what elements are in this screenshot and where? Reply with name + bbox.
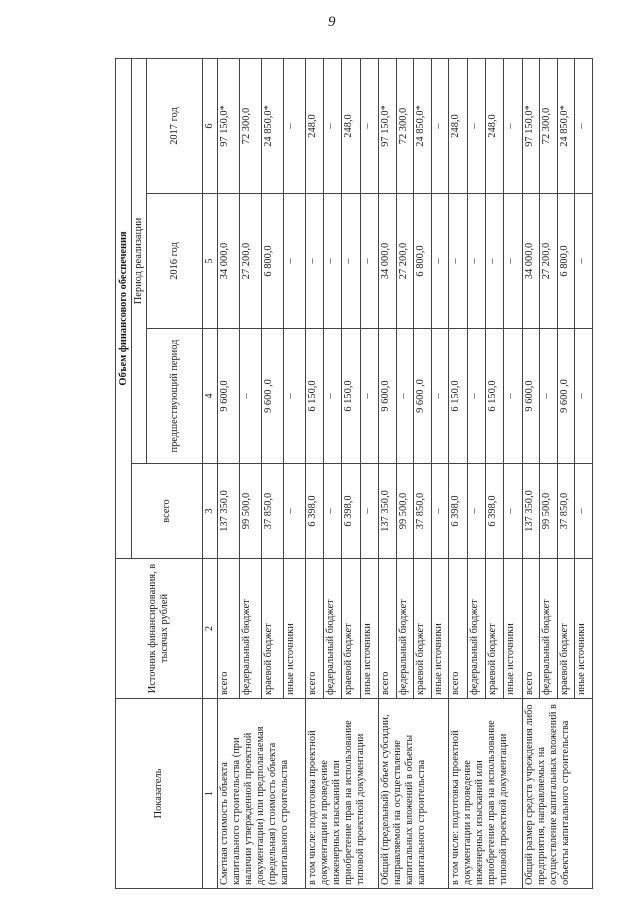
total-cell: – bbox=[360, 464, 378, 559]
year-2016-cell: 34 000,0 bbox=[522, 194, 540, 329]
total-cell: 137 350,0 bbox=[379, 464, 397, 559]
year-2016-cell: 27 200,0 bbox=[396, 194, 414, 329]
year-2017-cell: 72 300,0 bbox=[239, 58, 261, 193]
total-cell: 137 350,0 bbox=[522, 464, 540, 559]
previous-period-cell: 9 600 ,0 bbox=[414, 329, 432, 464]
col-number-1: 1 bbox=[203, 699, 218, 889]
previous-period-cell: 9 600 ,0 bbox=[557, 329, 575, 464]
page-number: 9 bbox=[328, 14, 336, 30]
indicator-label: в том числе: подготовка проектной документации и проведение инженерных изысканий или приобретение прав на использование типовой проектной документации bbox=[305, 699, 379, 889]
source-cell: иные источники bbox=[283, 559, 305, 699]
year-2016-cell: – bbox=[504, 194, 522, 329]
funding-table bbox=[115, 58, 593, 889]
total-cell: 99 500,0 bbox=[396, 464, 414, 559]
indicator-label: Общий (предельный) объем субсидии, направляемой на осуществление капитальных вложений в объекты капитального строительства bbox=[379, 699, 449, 889]
table-row bbox=[379, 58, 397, 888]
header-period: Период реализации bbox=[132, 58, 147, 463]
indicator-label: Сметная стоимость объекта капитального строительства (при наличии утвержденной проектной документации) или предполагаемая (предельная) стоимость объекта капитального строительства bbox=[218, 699, 306, 889]
source-cell: иные источники bbox=[575, 559, 593, 699]
previous-period-cell: 6 150,0 bbox=[342, 329, 360, 464]
previous-period-cell: 6 150,0 bbox=[485, 329, 503, 464]
previous-period-cell: – bbox=[540, 329, 558, 464]
previous-period-cell: 6 150,0 bbox=[449, 329, 467, 464]
total-cell: – bbox=[504, 464, 522, 559]
total-cell: – bbox=[575, 464, 593, 559]
year-2017-cell: 72 300,0 bbox=[396, 58, 414, 193]
previous-period-cell: 6 150,0 bbox=[305, 329, 323, 464]
year-2017-cell: 24 850,0* bbox=[557, 58, 575, 193]
year-2016-cell: – bbox=[485, 194, 503, 329]
year-2016-cell: – bbox=[323, 194, 341, 329]
table-body bbox=[218, 58, 593, 888]
year-2017-cell: 97 150,0* bbox=[522, 58, 540, 193]
year-2016-cell: – bbox=[449, 194, 467, 329]
year-2016-cell: 6 800,0 bbox=[557, 194, 575, 329]
table-row bbox=[522, 58, 540, 888]
year-2016-cell: – bbox=[467, 194, 485, 329]
previous-period-cell: 9 600 ,0 bbox=[261, 329, 283, 464]
total-cell: 37 850,0 bbox=[557, 464, 575, 559]
source-cell: федеральный бюджет bbox=[239, 559, 261, 699]
source-cell: краевой бюджет bbox=[557, 559, 575, 699]
header-previous-period: предшествующий период bbox=[147, 329, 203, 464]
previous-period-cell: – bbox=[467, 329, 485, 464]
header-funding-volume: Объем финансового обеспечения bbox=[116, 58, 132, 558]
year-2017-cell: – bbox=[575, 58, 593, 193]
year-2017-cell: 248,0 bbox=[305, 58, 323, 193]
col-number-2: 2 bbox=[203, 559, 218, 699]
year-2016-cell: – bbox=[342, 194, 360, 329]
indicator-label: в том числе: подготовка проектной документации и проведение инженерных изысканий или приобретение прав на использование типовой проектной документации bbox=[449, 699, 523, 889]
total-cell: 6 398,0 bbox=[449, 464, 467, 559]
col-number-3: 3 bbox=[203, 464, 218, 559]
source-cell: иные источники bbox=[504, 559, 522, 699]
year-2016-cell: – bbox=[360, 194, 378, 329]
total-cell: 6 398,0 bbox=[305, 464, 323, 559]
previous-period-cell: – bbox=[504, 329, 522, 464]
year-2016-cell: 27 200,0 bbox=[540, 194, 558, 329]
year-2017-cell: – bbox=[360, 58, 378, 193]
indicator-label: Общий размер средств учреждения либо предприятия, направляемых на осуществление капитальных вложений в объекты капитального строительства bbox=[522, 699, 592, 889]
year-2017-cell: 24 850,0* bbox=[414, 58, 432, 193]
year-2017-cell: – bbox=[431, 58, 449, 193]
year-2016-cell: 27 200,0 bbox=[239, 194, 261, 329]
total-cell: – bbox=[283, 464, 305, 559]
previous-period-cell: 9 600,0 bbox=[218, 329, 240, 464]
total-cell: 99 500,0 bbox=[239, 464, 261, 559]
year-2017-cell: 24 850,0* bbox=[261, 58, 283, 193]
year-2016-cell: – bbox=[305, 194, 323, 329]
previous-period-cell: – bbox=[239, 329, 261, 464]
source-cell: краевой бюджет bbox=[342, 559, 360, 699]
year-2016-cell: – bbox=[431, 194, 449, 329]
year-2017-cell: – bbox=[323, 58, 341, 193]
previous-period-cell: – bbox=[396, 329, 414, 464]
source-cell: всего bbox=[449, 559, 467, 699]
source-cell: краевой бюджет bbox=[261, 559, 283, 699]
col-number-5: 5 bbox=[203, 194, 218, 329]
total-cell: 6 398,0 bbox=[485, 464, 503, 559]
source-cell: иные источники bbox=[360, 559, 378, 699]
year-2016-cell: – bbox=[283, 194, 305, 329]
year-2017-cell: – bbox=[504, 58, 522, 193]
year-2017-cell: 248,0 bbox=[449, 58, 467, 193]
total-cell: 37 850,0 bbox=[261, 464, 283, 559]
header-source: Источник финансирования, в тысячах рублей bbox=[116, 559, 203, 699]
total-cell: – bbox=[323, 464, 341, 559]
previous-period-cell: – bbox=[360, 329, 378, 464]
year-2016-cell: 34 000,0 bbox=[218, 194, 240, 329]
table-row bbox=[449, 58, 467, 888]
total-cell: 37 850,0 bbox=[414, 464, 432, 559]
year-2017-cell: 97 150,0* bbox=[218, 58, 240, 193]
table-row bbox=[305, 58, 323, 888]
previous-period-cell: 9 600,0 bbox=[379, 329, 397, 464]
header-2016: 2016 год bbox=[147, 194, 203, 329]
previous-period-cell: – bbox=[431, 329, 449, 464]
year-2017-cell: 248,0 bbox=[485, 58, 503, 193]
source-cell: иные источники bbox=[431, 559, 449, 699]
source-cell: федеральный бюджет bbox=[396, 559, 414, 699]
year-2016-cell: 34 000,0 bbox=[379, 194, 397, 329]
source-cell: всего bbox=[522, 559, 540, 699]
source-cell: краевой бюджет bbox=[414, 559, 432, 699]
previous-period-cell: 9 600,0 bbox=[522, 329, 540, 464]
funding-table-rotated bbox=[115, 59, 593, 889]
year-2017-cell: 72 300,0 bbox=[540, 58, 558, 193]
total-cell: 6 398,0 bbox=[342, 464, 360, 559]
year-2017-cell: 97 150,0* bbox=[379, 58, 397, 193]
total-cell: 99 500,0 bbox=[540, 464, 558, 559]
source-cell: федеральный бюджет bbox=[540, 559, 558, 699]
year-2017-cell: 248,0 bbox=[342, 58, 360, 193]
total-cell: – bbox=[431, 464, 449, 559]
source-cell: федеральный бюджет bbox=[323, 559, 341, 699]
previous-period-cell: – bbox=[283, 329, 305, 464]
header-2017: 2017 год bbox=[147, 58, 203, 193]
source-cell: краевой бюджет bbox=[485, 559, 503, 699]
previous-period-cell: – bbox=[323, 329, 341, 464]
source-cell: всего bbox=[379, 559, 397, 699]
header-indicator: Показатель bbox=[116, 699, 203, 889]
total-cell: 137 350,0 bbox=[218, 464, 240, 559]
col-number-6: 6 bbox=[203, 58, 218, 193]
source-cell: всего bbox=[218, 559, 240, 699]
total-cell: – bbox=[467, 464, 485, 559]
year-2017-cell: – bbox=[467, 58, 485, 193]
year-2016-cell: – bbox=[575, 194, 593, 329]
col-number-4: 4 bbox=[203, 329, 218, 464]
previous-period-cell: – bbox=[575, 329, 593, 464]
table-row bbox=[218, 58, 240, 888]
year-2016-cell: 6 800,0 bbox=[261, 194, 283, 329]
source-cell: всего bbox=[305, 559, 323, 699]
year-2016-cell: 6 800,0 bbox=[414, 194, 432, 329]
source-cell: федеральный бюджет bbox=[467, 559, 485, 699]
header-total: всего bbox=[132, 464, 203, 559]
year-2017-cell: – bbox=[283, 58, 305, 193]
